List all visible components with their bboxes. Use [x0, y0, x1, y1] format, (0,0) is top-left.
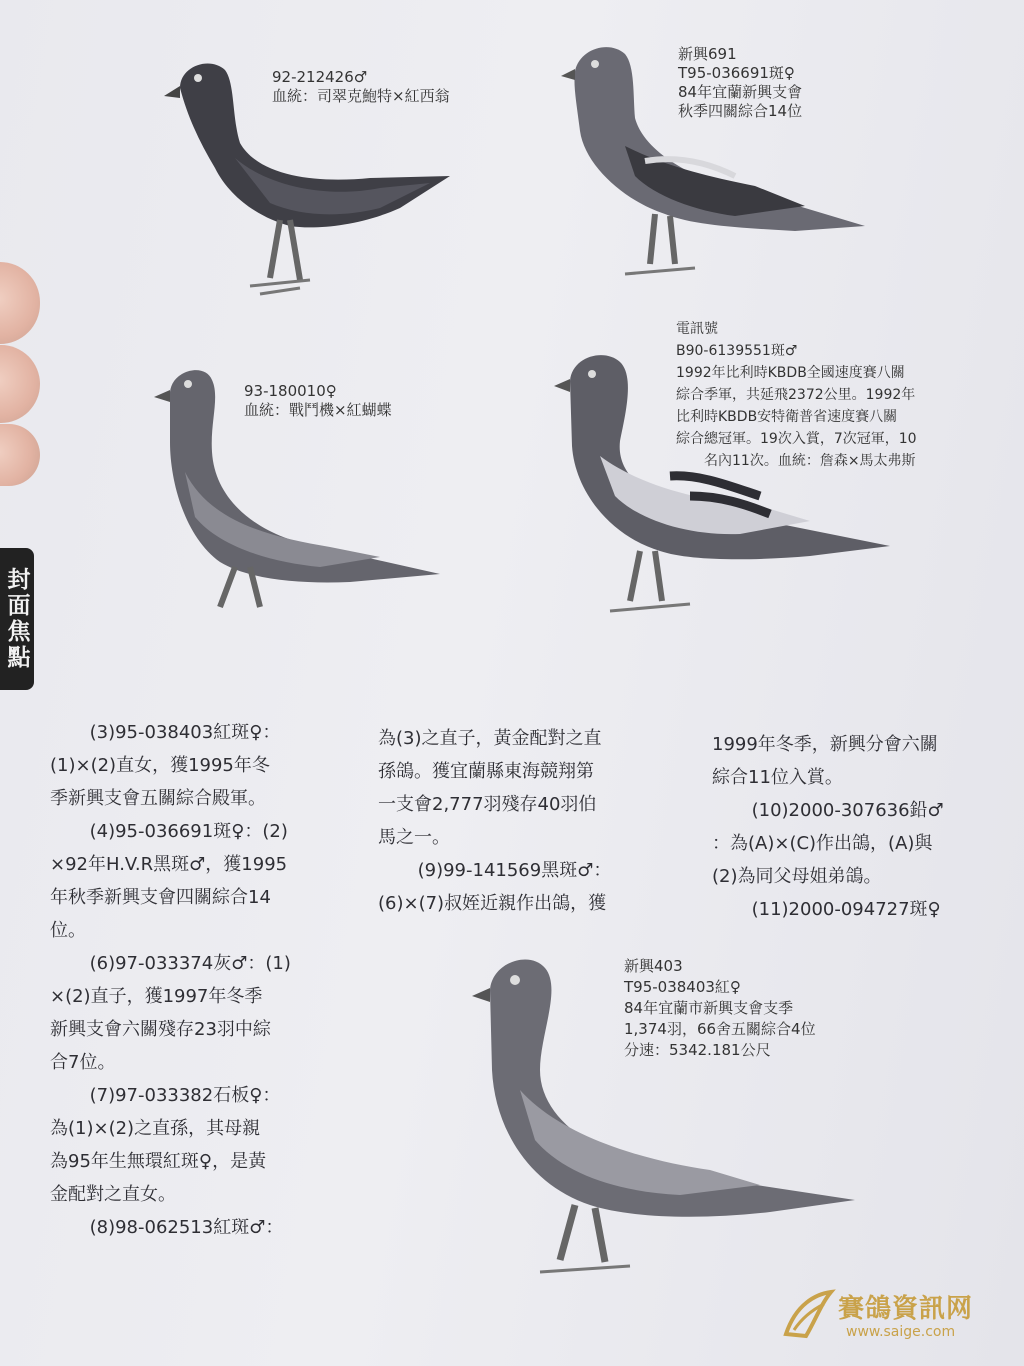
caption-line: 血統：司翠克鮑特×紅西翁 — [272, 87, 450, 105]
text-line: (11)2000-094727斑♀ — [751, 899, 941, 920]
text-column-3 — [712, 728, 944, 926]
text-line: (10)2000-307636鉛♂ — [751, 800, 944, 821]
text-column-2 — [378, 722, 611, 920]
text-line: 合7位。 — [50, 1052, 116, 1073]
text-line: (1)×(2)直女，獲1995年冬 — [50, 755, 270, 776]
text-line: 為(1)×(2)之直孫，其母親 — [50, 1118, 261, 1139]
caption-line: 1,374羽，66舍五關綜合4位 — [624, 1020, 816, 1038]
caption-line: 分速：5342.181公尺 — [624, 1041, 771, 1059]
text-line: ×(2)直子，獲1997年冬季 — [50, 986, 263, 1007]
text-line: (4)95-036691斑♀：(2) — [89, 821, 288, 842]
caption-bottom — [624, 956, 816, 1061]
section-tab-label: 封面焦點 — [3, 567, 30, 671]
caption-line: 新興403 — [624, 957, 683, 975]
caption-top-right — [678, 45, 802, 121]
text-line: (3)95-038403紅斑♀： — [89, 722, 281, 743]
text-line: (9)99-141569黑斑♂： — [417, 860, 612, 881]
text-line: 為95年生無環紅斑♀，是黃 — [50, 1151, 267, 1172]
text-line: (7)97-033382石板♀： — [89, 1085, 281, 1106]
text-line: 年秋季新興支會四關綜合14 — [50, 887, 271, 908]
caption-line: 92-212426♂ — [272, 68, 368, 86]
text-line: 季新興支會五關綜合殿軍。 — [50, 788, 266, 809]
text-line: 綜合11位入賞。 — [712, 767, 843, 788]
watermark-url: www.saige.com — [846, 1324, 956, 1340]
caption-line: 血統：戰鬥機×紅蝴蝶 — [244, 401, 392, 419]
caption-line: 93-180010♀ — [244, 382, 337, 400]
text-line: 為(3)之直子，黃金配對之直 — [378, 728, 602, 749]
caption-line: 電訊號 — [676, 321, 718, 337]
text-line: 馬之一。 — [378, 827, 450, 848]
caption-mid-left — [244, 382, 392, 420]
caption-line: B90-6139551斑♂ — [676, 343, 798, 359]
text-line: (6)×(7)叔姪近親作出鴿，獲 — [378, 893, 607, 914]
watermark-name: 賽鴿資訊网 — [838, 1294, 974, 1324]
text-line: ×92年H.V.R黑斑♂，獲1995 — [50, 854, 288, 875]
caption-line: 名內11次。血統：詹森×馬太弗斯 — [704, 453, 916, 469]
caption-line: T95-036691斑♀ — [678, 64, 795, 82]
caption-mid-right — [676, 318, 917, 472]
text-line: (8)98-062513紅斑♂： — [89, 1217, 284, 1238]
text-line: 孫鴿。獲宜蘭縣東海競翔第 — [378, 761, 594, 782]
caption-line: 綜合季軍，共延飛2372公里。1992年 — [676, 387, 916, 403]
section-tab — [0, 548, 34, 690]
caption-line: 秋季四關綜合14位 — [678, 102, 803, 120]
text-line: ：為(A)×(C)作出鴿，(A)與 — [712, 833, 933, 854]
text-column-1 — [50, 716, 291, 1244]
finger — [0, 262, 40, 344]
finger — [0, 345, 40, 423]
text-line: 1999年冬季，新興分會六關 — [712, 734, 938, 755]
caption-line: 比利時KBDB安特衛普省速度賽八關 — [676, 409, 898, 425]
caption-line: 84年宜蘭新興支會 — [678, 83, 803, 101]
text-line: 位。 — [50, 920, 86, 941]
caption-line: 1992年比利時KBDB全國速度賽八關 — [676, 365, 905, 381]
caption-line: 84年宜蘭市新興支會支季 — [624, 999, 794, 1017]
caption-line: 綜合總冠軍。19次入賞，7次冠軍，10 — [676, 431, 917, 447]
caption-top-left — [272, 68, 450, 106]
caption-line: 新興691 — [678, 45, 737, 63]
caption-line: T95-038403紅♀ — [624, 978, 741, 996]
text-line: 金配對之直女。 — [50, 1184, 176, 1205]
watermark-logo-icon — [776, 1284, 836, 1344]
watermark — [776, 1280, 1016, 1350]
text-line: 一支會2,777羽殘存40羽伯 — [378, 794, 597, 815]
text-line: (6)97-033374灰♂：(1) — [89, 953, 291, 974]
text-line: 新興支會六關殘存23羽中綜 — [50, 1019, 271, 1040]
finger — [0, 424, 40, 486]
text-line: (2)為同父母姐弟鴿。 — [712, 866, 882, 887]
